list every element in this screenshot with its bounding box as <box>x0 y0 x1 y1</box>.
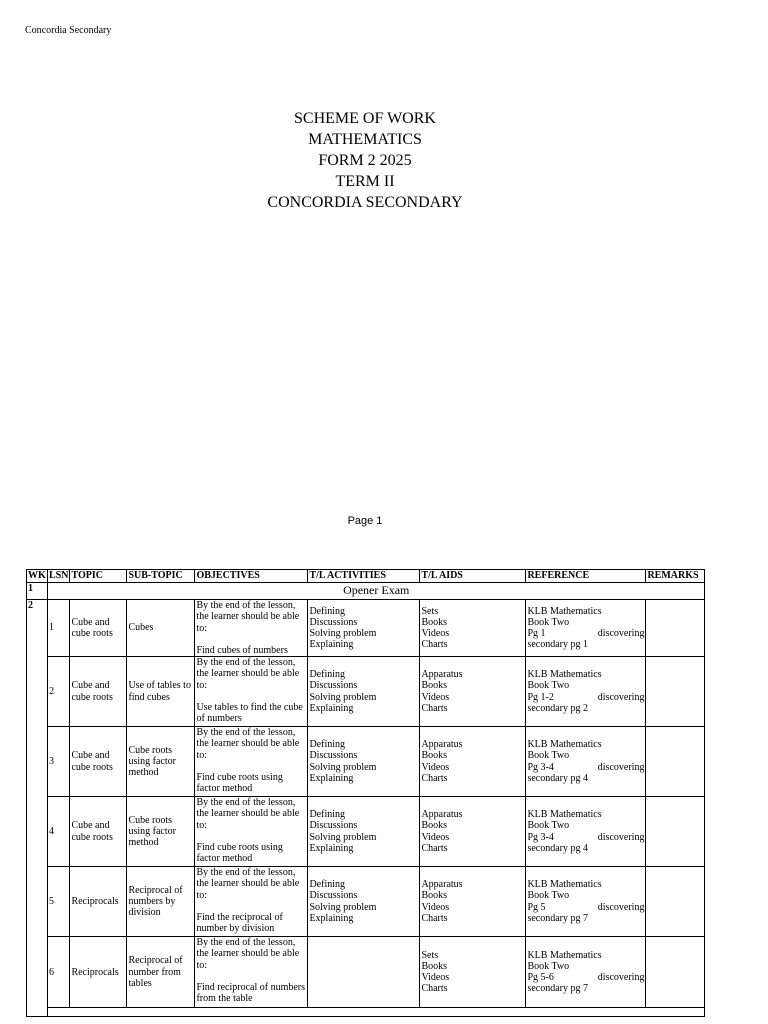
scheme-table <box>26 569 705 1017</box>
reference-discovering: discovering <box>597 901 645 913</box>
reference-discovering: discovering <box>597 761 645 773</box>
objectives-cell <box>195 937 308 1008</box>
activity-item: Discussions <box>309 890 358 902</box>
objective-detail: Find cube roots using factor method <box>196 842 283 865</box>
objective-intro: By the end of the lesson, the learner should be able to: <box>196 600 300 634</box>
header-wk: WK <box>28 570 46 582</box>
activity-item: Defining <box>309 739 345 751</box>
reference-secondary: secondary pg 2 <box>527 702 588 714</box>
continuation-cell <box>48 1008 705 1017</box>
aids-cell <box>420 867 526 937</box>
objective-intro: By the end of the lesson, the learner should be able to: <box>196 657 300 691</box>
activity-item: Discussions <box>309 616 358 628</box>
topic-cell: Reciprocals <box>70 867 127 937</box>
reference-secondary: secondary pg 7 <box>527 912 588 924</box>
header-topic: TOPIC <box>70 570 127 583</box>
reference-secondary: secondary pg 7 <box>527 983 588 995</box>
reference-secondary: secondary pg 4 <box>527 842 588 854</box>
reference-line: Book Two <box>527 960 570 972</box>
aid-item: Sets <box>421 605 439 617</box>
reference-line: KLB Mathematics <box>527 669 602 681</box>
reference-line: Book Two <box>527 616 570 628</box>
header-aids: T/L AIDS <box>420 570 526 583</box>
activity-item: Solving problem <box>309 831 377 843</box>
reference-page: Pg 3-4 <box>527 831 554 843</box>
reference-secondary: secondary pg 1 <box>527 639 588 651</box>
objectives-cell <box>195 727 308 797</box>
aid-item: Videos <box>421 831 450 843</box>
header-activities: T/L ACTIVITIES <box>308 570 420 583</box>
reference-discovering: discovering <box>597 972 645 984</box>
table-header-row <box>27 570 705 583</box>
objectives-cell <box>195 657 308 727</box>
remarks-cell <box>646 797 705 867</box>
lesson-number: 6 <box>48 937 70 1008</box>
header-reference: REFERENCE <box>526 570 646 583</box>
aid-item: Charts <box>421 702 448 714</box>
header-subtopic: SUB-TOPIC <box>127 570 195 583</box>
reference-page: Pg 1-2 <box>527 691 554 703</box>
aid-item: Videos <box>421 972 450 984</box>
topic-cell: Cube and cube roots <box>70 657 127 727</box>
aid-item: Videos <box>421 761 450 773</box>
aid-item: Books <box>421 750 448 762</box>
reference-line: Book Two <box>527 890 570 902</box>
aid-item: Charts <box>421 842 448 854</box>
activities-cell <box>308 797 420 867</box>
activity-item: Discussions <box>309 750 358 762</box>
table-row <box>27 797 705 867</box>
topic-cell: Cube and cube roots <box>70 600 127 657</box>
table-row <box>27 657 705 727</box>
aids-cell <box>420 657 526 727</box>
header-objectives: OBJECTIVES <box>195 570 308 583</box>
reference-page: Pg 5 <box>527 901 546 913</box>
remarks-cell <box>646 937 705 1008</box>
activity-item: Discussions <box>309 680 358 692</box>
objectives-cell <box>195 600 308 657</box>
activity-item: Discussions <box>309 820 358 832</box>
running-header: Concordia Secondary <box>25 25 112 36</box>
activity-item: Solving problem <box>309 691 377 703</box>
reference-page: Pg 1 <box>527 628 546 640</box>
title-subject: MATHEMATICS <box>308 131 422 148</box>
reference-line: Book Two <box>527 820 570 832</box>
aid-item: Charts <box>421 912 448 924</box>
reference-cell <box>526 867 646 937</box>
aid-item: Charts <box>421 983 448 995</box>
activity-item: Explaining <box>309 702 354 714</box>
aid-item: Videos <box>421 901 450 913</box>
objective-detail: Use tables to find the cube of numbers <box>196 702 303 725</box>
reference-page: Pg 5-6 <box>527 972 554 984</box>
week-number: 2 <box>27 600 48 1017</box>
activity-item: Solving problem <box>309 901 377 913</box>
aid-item: Books <box>421 616 448 628</box>
reference-line: KLB Mathematics <box>527 949 602 961</box>
topic-cell: Cube and cube roots <box>70 797 127 867</box>
activities-cell <box>308 867 420 937</box>
activity-item: Explaining <box>309 639 354 651</box>
activity-item: Explaining <box>309 912 354 924</box>
aid-item: Sets <box>421 949 439 961</box>
aid-item: Apparatus <box>421 809 463 821</box>
reference-cell <box>526 797 646 867</box>
reference-line: KLB Mathematics <box>527 809 602 821</box>
topic-cell: Cube and cube roots <box>70 727 127 797</box>
reference-pages <box>527 972 644 983</box>
aid-item: Books <box>421 680 448 692</box>
aid-item: Charts <box>421 639 448 651</box>
objectives-cell <box>195 797 308 867</box>
activity-item: Explaining <box>309 842 354 854</box>
objective-intro: By the end of the lesson, the learner should be able to: <box>196 867 300 901</box>
reference-pages <box>527 832 644 843</box>
header-lsn: LSN <box>49 570 69 582</box>
aid-item: Charts <box>421 772 448 784</box>
title-school: CONCORDIA SECONDARY <box>267 194 463 211</box>
header-remarks: REMARKS <box>646 570 705 583</box>
subtopic-cell: Use of tables to find cubes <box>127 657 195 727</box>
reference-page: Pg 3-4 <box>527 761 554 773</box>
subtopic-cell: Reciprocal of number from tables <box>127 937 195 1008</box>
reference-line: KLB Mathematics <box>527 739 602 751</box>
topic-cell: Reciprocals <box>70 937 127 1008</box>
objective-intro: By the end of the lesson, the learner should be able to: <box>196 937 300 971</box>
activity-item: Solving problem <box>309 761 377 773</box>
table-row <box>27 600 705 657</box>
activities-cell <box>308 937 420 1008</box>
aid-item: Books <box>421 890 448 902</box>
page-number: Page 1 <box>347 515 383 527</box>
objective-intro: By the end of the lesson, the learner should be able to: <box>196 727 300 761</box>
lesson-number: 3 <box>48 727 70 797</box>
week-number: 1 <box>27 583 48 600</box>
activity-item: Defining <box>309 809 345 821</box>
reference-pages <box>527 762 644 773</box>
remarks-cell <box>646 867 705 937</box>
reference-cell <box>526 657 646 727</box>
activity-item: Defining <box>309 879 345 891</box>
subtopic-cell: Reciprocal of numbers by division <box>127 867 195 937</box>
aids-cell <box>420 797 526 867</box>
objective-intro: By the end of the lesson, the learner should be able to: <box>196 797 300 831</box>
aids-cell <box>420 937 526 1008</box>
reference-discovering: discovering <box>597 691 645 703</box>
table-row <box>27 727 705 797</box>
remarks-cell <box>646 657 705 727</box>
aid-item: Videos <box>421 628 450 640</box>
aid-item: Books <box>421 820 448 832</box>
title-form: FORM 2 2025 <box>318 152 412 169</box>
document-title <box>0 108 730 213</box>
subtopic-cell: Cube roots using factor method <box>127 727 195 797</box>
activities-cell <box>308 657 420 727</box>
remarks-cell <box>646 727 705 797</box>
lesson-number: 5 <box>48 867 70 937</box>
activity-item: Defining <box>309 605 345 617</box>
lesson-number: 4 <box>48 797 70 867</box>
title-line: SCHEME OF WORK <box>294 110 436 127</box>
continuation-row <box>27 1008 705 1017</box>
activity-item: Explaining <box>309 772 354 784</box>
objective-detail: Find cubes of numbers <box>196 644 288 656</box>
reference-discovering: discovering <box>597 628 645 640</box>
reference-cell <box>526 937 646 1008</box>
objective-detail: Find cube roots using factor method <box>196 772 283 795</box>
objective-detail: Find reciprocal of numbers from the table <box>196 982 306 1005</box>
objective-detail: Find the reciprocal of number by division <box>196 912 283 935</box>
reference-pages <box>527 628 644 639</box>
aids-cell <box>420 600 526 657</box>
aid-item: Videos <box>421 691 450 703</box>
reference-secondary: secondary pg 4 <box>527 772 588 784</box>
activity-item: Solving problem <box>309 628 377 640</box>
lesson-number: 2 <box>48 657 70 727</box>
activities-cell <box>308 600 420 657</box>
activity-item: Defining <box>309 669 345 681</box>
aid-item: Apparatus <box>421 739 463 751</box>
subtopic-cell: Cubes <box>127 600 195 657</box>
activities-cell <box>308 727 420 797</box>
reference-cell <box>526 600 646 657</box>
remarks-cell <box>646 600 705 657</box>
aid-item: Apparatus <box>421 669 463 681</box>
objectives-cell <box>195 867 308 937</box>
reference-line: Book Two <box>527 680 570 692</box>
table-row <box>27 867 705 937</box>
subtopic-cell: Cube roots using factor method <box>127 797 195 867</box>
reference-cell <box>526 727 646 797</box>
reference-line: Book Two <box>527 750 570 762</box>
title-term: TERM II <box>335 173 395 190</box>
aid-item: Books <box>421 960 448 972</box>
reference-discovering: discovering <box>597 831 645 843</box>
reference-pages <box>527 902 644 913</box>
aids-cell <box>420 727 526 797</box>
reference-pages <box>527 692 644 703</box>
table-row <box>27 937 705 1008</box>
reference-line: KLB Mathematics <box>527 879 602 891</box>
lesson-number: 1 <box>48 600 70 657</box>
reference-line: KLB Mathematics <box>527 605 602 617</box>
opener-exam: Opener Exam <box>48 583 705 600</box>
aid-item: Apparatus <box>421 879 463 891</box>
week-1-row <box>27 583 705 600</box>
